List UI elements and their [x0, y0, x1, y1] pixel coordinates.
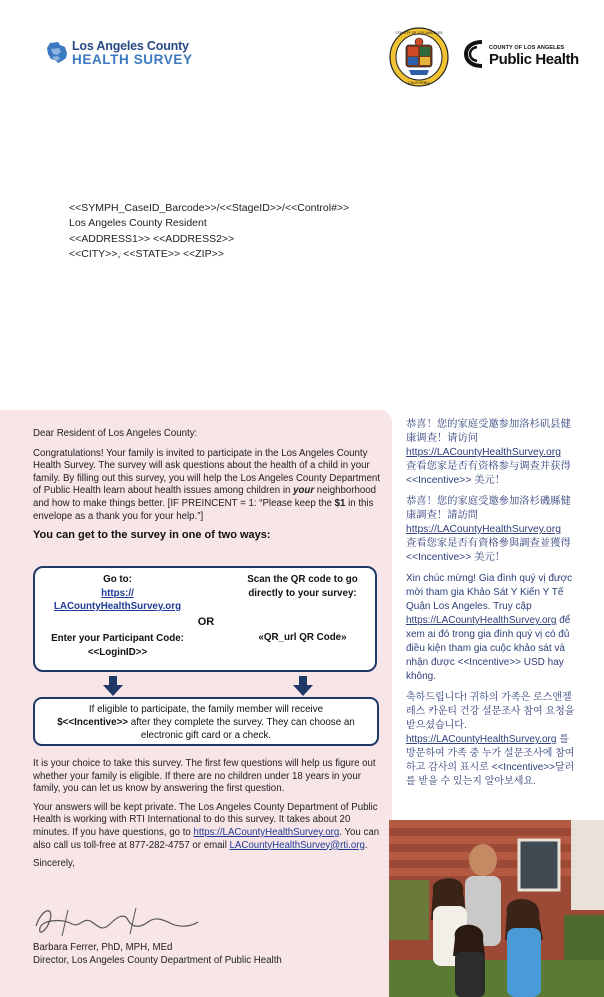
survey-link-zh-s[interactable]: https://LACountyHealthSurvey.org	[406, 447, 561, 458]
seal-bottom-text: CALIFORNIA	[408, 81, 430, 85]
translation-korean: 축하드립니다! 귀하의 가족은 로스앤젤레스 카운티 건강 설문조사 참여 요청을 받으셨습니다. https://LACountyHealthSurvey.org 를 방문하여 가족 중 누가 설문조사에 참여하고 감사의 표시로 <<Incentive>>달러를 받을 수 있는지 알아보세요.	[406, 692, 575, 787]
signer-title: Director, Los Angeles County Department of Public Health	[33, 954, 282, 966]
goto-block	[35, 573, 200, 614]
survey-link-vi[interactable]: https://LACountyHealthSurvey.org	[406, 615, 557, 626]
signer-block	[33, 942, 282, 967]
letter-intro-paragraph: Congratulations! Your family is invited to participate in the Los Angeles County Health Survey. The survey will ask questions about the health of a child in your family. By filling out this survey, you will help the Los Angeles County Department of Public Health learn about health issues among children in your neighborhood and how to make things better. [IF PREINCENT = 1: “Please keep the $1 in this envelope as a thank you for your help.”]	[33, 447, 380, 522]
incentive-amount: $<<Incentive>>	[57, 717, 129, 728]
ph-logo-line2: Public Health	[489, 51, 579, 68]
survey-logo-line1: Los Angeles County	[72, 39, 189, 53]
ph-logo-line1: COUNTY OF LOS ANGELES	[489, 45, 565, 51]
enter-code-label: Enter your Participant Code:	[51, 633, 184, 644]
scan-qr-label: Scan the QR code to go directly to your survey:	[247, 574, 358, 599]
closing: Sincerely,	[33, 858, 75, 870]
survey-url-link[interactable]: https:// LACountyHealthSurvey.org	[53, 587, 182, 612]
address-line-name: Los Angeles County Resident	[69, 217, 207, 230]
letter-greeting: Dear Resident of Los Angeles County:	[33, 428, 198, 439]
letter-body-continued	[33, 758, 381, 877]
letter-body	[33, 428, 381, 546]
privacy-paragraph: Your answers will be kept private. The Los Angeles County Department of Public Health is working with RTI International to do this survey. It takes about 20 minutes. If you have questions, go to https://LACountyHealthSurvey.org. You can also call us toll-free at 877-282-4757 or email LACountyHealthSurvey@rti.org.	[33, 801, 380, 851]
or-label: OR	[197, 616, 215, 628]
mailing-address	[69, 201, 349, 262]
down-arrow-icon	[293, 676, 313, 696]
down-arrow-icon	[103, 676, 123, 696]
address-line-street: <<ADDRESS1>> <<ADDRESS2>>	[69, 232, 235, 245]
survey-logo	[46, 40, 193, 66]
family-photo	[389, 820, 604, 997]
public-health-logo	[462, 40, 579, 68]
address-line-city: <<CITY>>, <<STATE>> <<ZIP>>	[69, 247, 224, 260]
incentive-line1: If eligible to participate, the family member will receive	[88, 704, 324, 715]
seal-top-text: COUNTY OF LOS ANGELES	[395, 31, 443, 35]
survey-website-link[interactable]: https://LACountyHealthSurvey.org	[193, 826, 340, 838]
signer-name: Barbara Ferrer, PhD, MPH, MEd	[33, 942, 173, 953]
incentive-box	[33, 697, 379, 746]
survey-email-link[interactable]: LACountyHealthSurvey@rti.org	[229, 839, 365, 851]
public-health-mark-icon	[462, 40, 486, 68]
translation-traditional-chinese: 恭喜！您的家庭受邀參加洛杉磯縣健康調查！請訪問 https://LACountyHealthSurvey.org 查看您家是否有資格參與調查並獲得 <<Incentive>> 美元！	[406, 496, 571, 563]
address-line-case-id: <<SYMPH_CaseID_Barcode>>/<<StageID>>/<<Control#>>	[69, 202, 350, 214]
login-id: <<LoginID>>	[87, 646, 148, 658]
incentive-line2: after they complete the survey. They can choose an electronic gift card or a check.	[128, 717, 355, 741]
county-outline-icon	[46, 41, 68, 65]
participant-code-block	[35, 632, 200, 659]
eligibility-paragraph: It is your choice to take this survey. The first few questions will help us figure out whether your family is eligible. If there are no children under 18 years in your family, you can let us know by answering the first question.	[33, 758, 376, 795]
translations-column	[406, 418, 576, 796]
signature-image	[32, 902, 202, 940]
goto-label: Go to:	[103, 574, 132, 585]
qr-code-placeholder[interactable]: «QR_url QR Code»	[258, 632, 347, 643]
county-seal-icon	[389, 27, 449, 87]
survey-logo-line2: HEALTH SURVEY	[72, 52, 193, 67]
access-options-box	[33, 566, 377, 672]
ways-heading: You can get to the survey in one of two ways:	[33, 529, 271, 542]
translation-simplified-chinese: 恭喜！您的家庭受邀参加洛杉矶县健康调查！请访问 https://LACountyHealthSurvey.org 查看您家是否有资格参与调查并获得 <<Incentive>> 美元！	[406, 419, 571, 486]
translation-vietnamese: Xin chúc mừng! Gia đình quý vị được mời tham gia Khảo Sát Y Kiến Y Tế Quận Los Angeles. Truy cập https://LACountyHealthSurvey.org để xem ai đó trong gia đình quý vị có đủ điều kiện tham gia cuộc khảo sát và nhận được <<Incentive>> USD hay không.	[406, 573, 573, 682]
survey-link-ko[interactable]: https://LACountyHealthSurvey.org	[406, 734, 557, 745]
survey-link-zh-t[interactable]: https://LACountyHealthSurvey.org	[406, 524, 561, 535]
